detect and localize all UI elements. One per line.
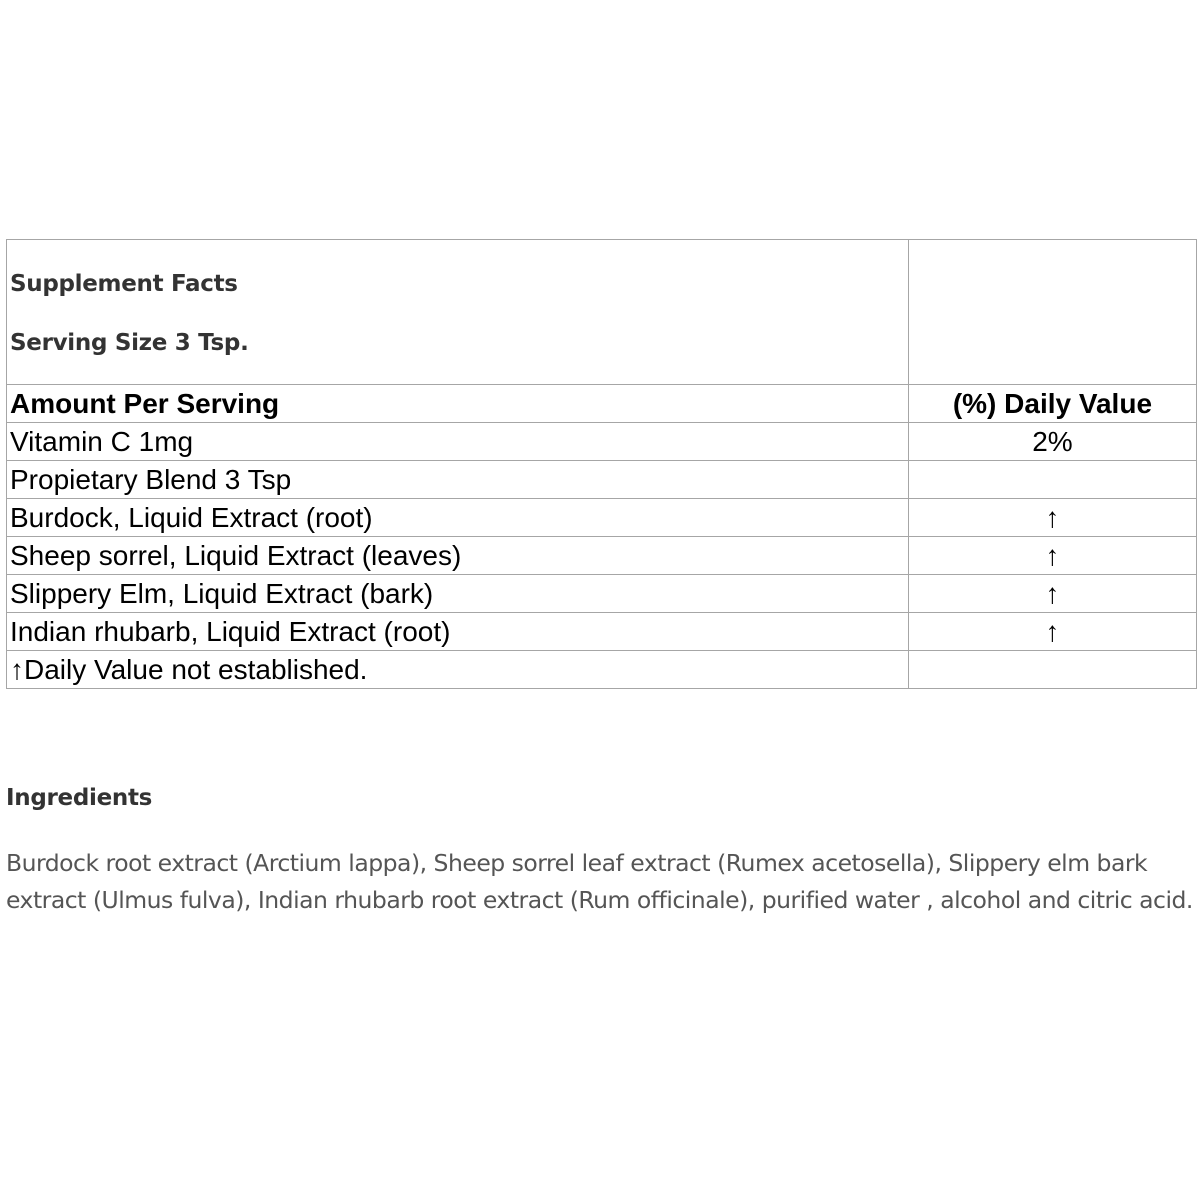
amount-per-serving-header: Amount Per Serving [7,385,909,423]
daily-value-header: (%) Daily Value [908,385,1196,423]
nutrient-name: Sheep sorrel, Liquid Extract (leaves) [7,537,909,575]
ingredients-heading: Ingredients [6,785,153,811]
footnote-row [7,651,1197,689]
nutrient-daily-value: ↑ [908,537,1196,575]
supplement-facts-table [6,239,1197,689]
footnote-empty-cell [908,651,1196,689]
nutrient-daily-value: ↑ [908,499,1196,537]
nutrient-name: Slippery Elm, Liquid Extract (bark) [7,575,909,613]
table-row [7,613,1197,651]
facts-title: Supplement Facts [10,271,238,297]
table-row [7,423,1197,461]
nutrient-name: Vitamin C 1mg [7,423,909,461]
daily-value-footnote: ↑Daily Value not established. [7,651,909,689]
table-row [7,575,1197,613]
nutrient-daily-value [908,461,1196,499]
nutrient-name: Propietary Blend 3 Tsp [7,461,909,499]
column-header-row [7,385,1197,423]
nutrient-daily-value: ↑ [908,575,1196,613]
nutrient-name: Burdock, Liquid Extract (root) [7,499,909,537]
ingredients-text: Burdock root extract (Arctium lappa), Sheep sorrel leaf extract (Rumex acetosella), Slippery elm bark extract (Ulmus fulva), Indian rhubarb root extract (Rum officinale), purified water , alcohol and citric acid. [6,849,1193,914]
table-row [7,461,1197,499]
facts-header-row [7,240,1197,385]
nutrient-name: Indian rhubarb, Liquid Extract (root) [7,613,909,651]
table-row [7,537,1197,575]
table-row [7,499,1197,537]
nutrient-daily-value: ↑ [908,613,1196,651]
nutrient-daily-value: 2% [908,423,1196,461]
serving-size: Serving Size 3 Tsp. [10,330,249,356]
facts-header-cell [7,240,909,385]
facts-header-empty-cell [908,240,1196,385]
